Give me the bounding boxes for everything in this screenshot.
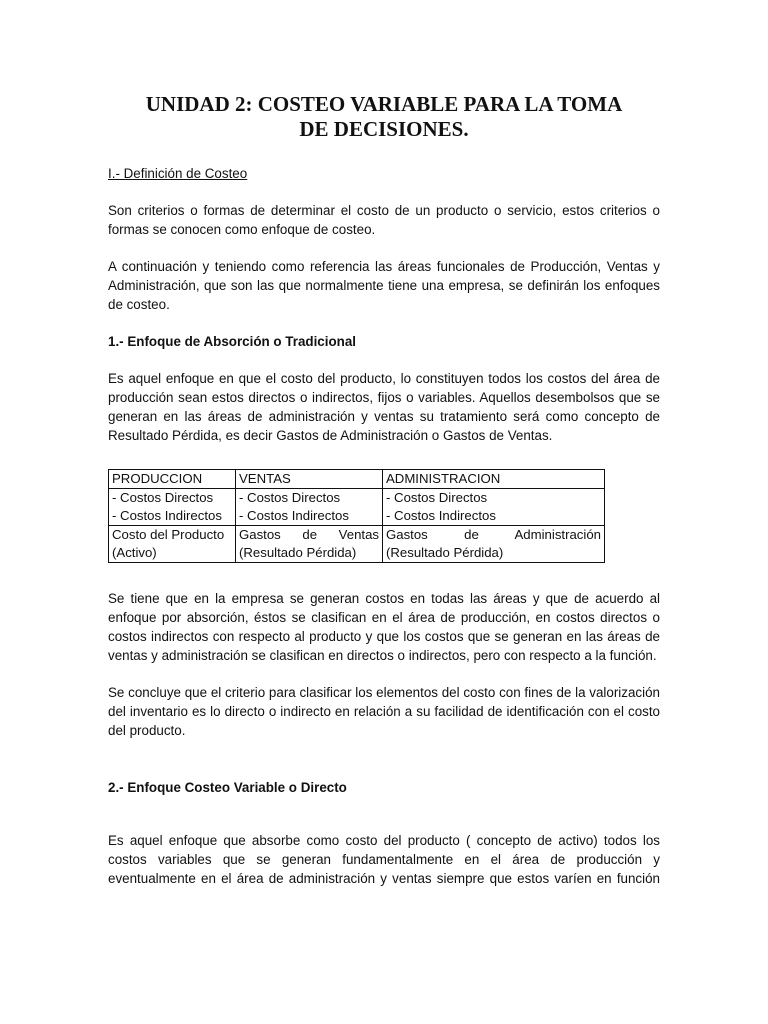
- title-line-1: UNIDAD 2: COSTEO VARIABLE PARA LA TOMA: [145, 92, 623, 116]
- cell-line: Gastos de Administración: [386, 527, 601, 542]
- table-row: [109, 526, 605, 563]
- section-heading-definicion: I.- Definición de Costeo: [108, 166, 248, 181]
- cell-line: Gastos de Ventas: [239, 527, 379, 542]
- cell-administracion-costos: [383, 489, 605, 526]
- cell-administracion-resultado: [383, 526, 605, 563]
- header-ventas: VENTAS: [236, 470, 383, 489]
- cell-ventas-resultado: [236, 526, 383, 563]
- header-produccion: PRODUCCION: [109, 470, 236, 489]
- spacer: [108, 758, 660, 778]
- cell-line: - Costos Directos: [386, 490, 488, 505]
- header-administracion: ADMINISTRACION: [383, 470, 605, 489]
- paragraph-definicion: Son criterios o formas de determinar el costo de un producto o servicio, estos criterios o formas se conocen como enfoque de costeo.: [108, 203, 660, 237]
- section-heading-costeo-variable: 2.- Enfoque Costeo Variable o Directo: [108, 780, 347, 795]
- section-heading-absorcion: 1.- Enfoque de Absorción o Tradicional: [108, 334, 357, 349]
- cell-line: (Activo): [112, 545, 157, 560]
- cell-line: (Resultado Pérdida): [239, 545, 357, 560]
- cell-line: - Costos Indirectos: [386, 508, 496, 523]
- document-page: [108, 92, 660, 906]
- cell-produccion-costos: [109, 489, 236, 526]
- table-header-row: [109, 470, 605, 489]
- paragraph-continuacion: A continuación y teniendo como referencia las áreas funcionales de Producción, Ventas y Administración, que son las que normalmente tiene una empresa, se definirán los enfoques de costeo.: [108, 259, 660, 312]
- cell-line: Costo del Producto: [112, 527, 225, 542]
- cost-classification-table: [108, 469, 605, 563]
- paragraph-empresa-costos: Se tiene que en la empresa se generan costos en todas las áreas y que de acuerdo al enfoque por absorción, éstos se clasifican en el área de producción, en costos directos o costos indirectos con respecto al producto y que los costos que se generan en las áreas de ventas y administración se clasifican en directos o indirectos, pero con respecto a la función.: [108, 591, 660, 663]
- title-line-2: DE DECISIONES.: [299, 117, 469, 141]
- cell-ventas-costos: [236, 489, 383, 526]
- paragraph-costeo-variable: Es aquel enfoque que absorbe como costo del producto ( concepto de activo) todos los costos variables que se generan fundamentalmente en el área de producción y eventualmente en el área de administración y ventas siempre que estos varíen en función: [108, 833, 660, 886]
- document-title: [108, 92, 660, 142]
- paragraph-conclusion: Se concluye que el criterio para clasificar los elementos del costo con fines de la valorización del inventario es lo directo o indirecto en relación a su facilidad de identificación con el costo del producto.: [108, 685, 660, 738]
- table-row: [109, 489, 605, 526]
- cell-line: - Costos Indirectos: [112, 508, 222, 523]
- cell-produccion-resultado: [109, 526, 236, 563]
- cell-line: - Costos Directos: [112, 490, 214, 505]
- cell-line: - Costos Directos: [239, 490, 341, 505]
- cell-line: - Costos Indirectos: [239, 508, 349, 523]
- cell-line: (Resultado Pérdida): [386, 545, 504, 560]
- paragraph-absorcion: Es aquel enfoque en que el costo del producto, lo constituyen todos los costos del área de producción sean estos directos o indirectos, fijos o variables. Aquellos desembolsos que se generan en las áreas de administración y ventas su tratamiento será como concepto de Resultado Pérdida, es decir Gastos de Administración o Gastos de Ventas.: [108, 371, 660, 443]
